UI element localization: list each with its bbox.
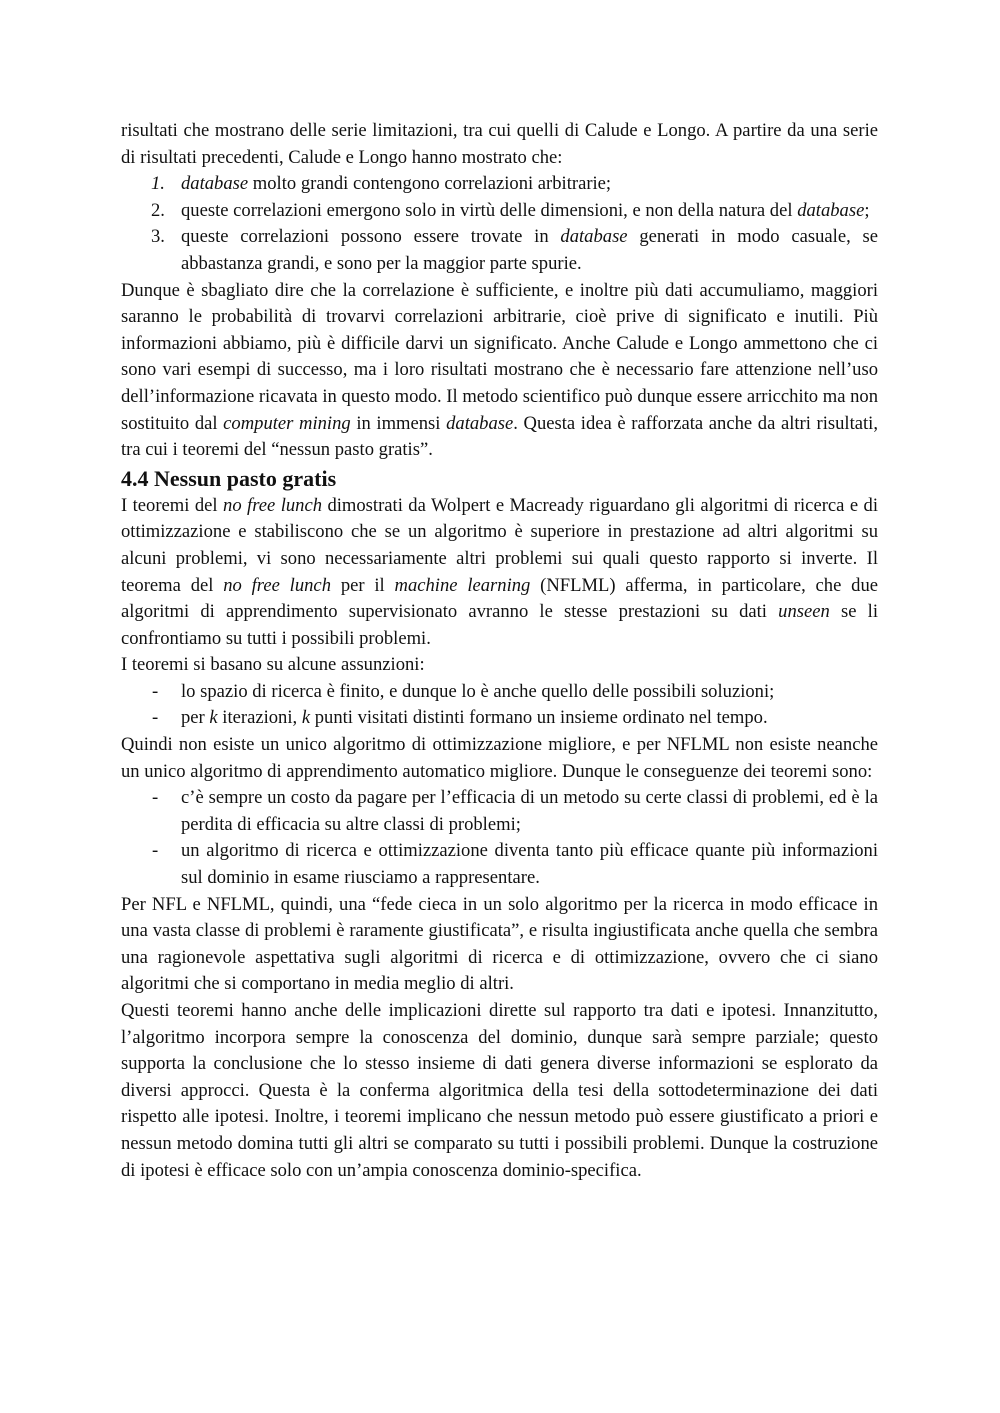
text-run: molto grandi contengono correlazioni arbitrarie; (248, 173, 612, 195)
text-run: in immensi (350, 412, 447, 434)
italic-term: database (446, 412, 514, 434)
list-marker: - (152, 707, 159, 729)
text-run: iterazioni, (217, 707, 302, 729)
text-run: per (181, 707, 210, 729)
italic-term: no free lunch (223, 574, 331, 596)
text-run: per il (331, 574, 395, 596)
italic-term: computer mining (223, 412, 351, 434)
list-marker: 2. (151, 199, 165, 221)
list-marker: - (152, 680, 159, 702)
text-run: dimostrati da Wolpert e Macready riguardano gli algoritmi di ricerca e di ottimizzazione e stabiliscono che se un algoritmo è superiore in prestazione ad altri algoritmi su alcuni problemi, vi sono necessariamente altri problemi sui quali questo rapporto si inverte. Il teorema del (121, 494, 878, 596)
text-run: (NFLML) afferma, in particolare, che due algoritmi di apprendimento supervisionato avranno le stesse prestazioni su dati (121, 574, 879, 623)
paragraph-nfl-nflml: Per NFL e NFLML, quindi, una “fede cieca in un solo algoritmo per la ricerca in modo efficace in una vasta classe di problemi è raramente giustificata”, e risulta ingiustificata anche quella che sembra una ragionevole aspettativa sugli algoritmi di ricerca e di ottimizzazione, ovvero che ci siano algoritmi che si comportano in media meglio di altri. (121, 893, 878, 995)
section-heading: 4.4 Nessun pasto gratis (121, 465, 337, 491)
text-run: un algoritmo di ricerca e ottimizzazione diventa tanto più efficace quante più informazioni sul dominio in esame riusciamo a rappresentare. (181, 840, 878, 889)
text-run: Dunque è sbagliato dire che la correlazione è sufficiente, e inoltre più dati accumuliamo, maggiori saranno le probabilità di trovarvi correlazioni arbitrarie, cioè prive di significato e inutili. Più informazioni abbiamo, più è difficile darvi un significato. Anche Calude e Longo ammettono che ci sono vari esempi di successo, ma i loro risultati mostrano che è necessario fare attenzione nell’uso dell’informazione ricavata in questo modo. Il metodo scientifico può dunque essere arricchito ma non sostituito dal (121, 279, 878, 434)
list-item (121, 785, 878, 838)
document-page (121, 118, 878, 1184)
list-item (121, 171, 878, 198)
italic-term: database (181, 173, 249, 195)
list-marker: - (152, 787, 159, 809)
text-run: ; (864, 199, 870, 221)
list-marker: - (152, 840, 159, 862)
list-item (121, 198, 878, 225)
italic-term: k (209, 707, 218, 729)
paragraph-correlation (121, 278, 878, 464)
list-item (121, 838, 878, 891)
text-run: . Questa idea è rafforzata anche da altri risultati, tra cui i teoremi del “nessun pasto gratis”. (121, 412, 878, 461)
list-item (121, 224, 878, 277)
italic-term: k (301, 707, 311, 729)
italic-term: machine learning (394, 574, 531, 596)
italic-term: no free lunch (223, 494, 323, 516)
list-marker: 3. (151, 226, 165, 248)
list-item (121, 679, 878, 706)
text-run: se li confrontiamo su tutti i possibili problemi. (121, 601, 878, 649)
list-marker: 1. (151, 173, 165, 195)
text-run: I teoremi del (121, 494, 224, 516)
text-run: queste correlazioni emergono solo in virtù delle dimensioni, e non della natura del (181, 199, 798, 221)
paragraph-implications: Questi teoremi hanno anche delle implicazioni dirette sul rapporto tra dati e ipotesi. Innanzitutto, l’algoritmo incorpora sempre la conoscenza del dominio, dunque sarà sempre parziale; questo supporta la conclusione che lo stesso insieme di dati genera diverse informazioni se esplorato da diversi approcci. Questa è la conferma algoritmica della tesi della sottodeterminazione dei dati rispetto alle ipotesi. Inoltre, i teoremi implicano che nessun metodo può essere giustificato a priori e nessun metodo domina tutti gli altri se comparato su tutti i possibili problemi. Dunque la costruzione di ipotesi è efficace solo con un’ampia conoscenza dominio-specifica. (121, 1000, 878, 1181)
paragraph-consequences-intro: Quindi non esiste un unico algoritmo di ottimizzazione migliore, e per NFLML non esiste neanche un unico algoritmo di apprendimento automatico migliore. Dunque le conseguenze dei teoremi sono: (121, 734, 878, 782)
text-run: punti visitati distinti formano un insieme ordinato nel tempo. (310, 707, 768, 729)
text-run: c’è sempre un costo da pagare per l’efficacia di un metodo su certe classi di problemi, ed è la perdita di efficacia su altre classi di problemi; (181, 787, 878, 835)
paragraph-no-free-lunch (121, 493, 878, 653)
paragraph-assumptions-intro: I teoremi si basano su alcune assunzioni: (121, 654, 425, 676)
numbered-list-results (121, 171, 878, 277)
text-run: generati in modo casuale, se abbastanza grandi, e sono per la maggior parte spurie. (181, 226, 878, 274)
list-item (121, 705, 878, 732)
paragraph-intro: risultati che mostrano delle serie limitazioni, tra cui quelli di Calude e Longo. A partire da una serie di risultati precedenti, Calude e Longo hanno mostrato che: (121, 120, 878, 168)
text-run: queste correlazioni possono essere trovate in (181, 226, 561, 248)
italic-term: database (560, 226, 628, 248)
bullet-list-consequences (121, 785, 878, 891)
italic-term: database (797, 199, 865, 221)
bullet-list-assumptions (121, 679, 878, 732)
text-run: lo spazio di ricerca è finito, e dunque lo è anche quello delle possibili soluzioni; (181, 680, 775, 702)
italic-term: unseen (778, 601, 830, 623)
